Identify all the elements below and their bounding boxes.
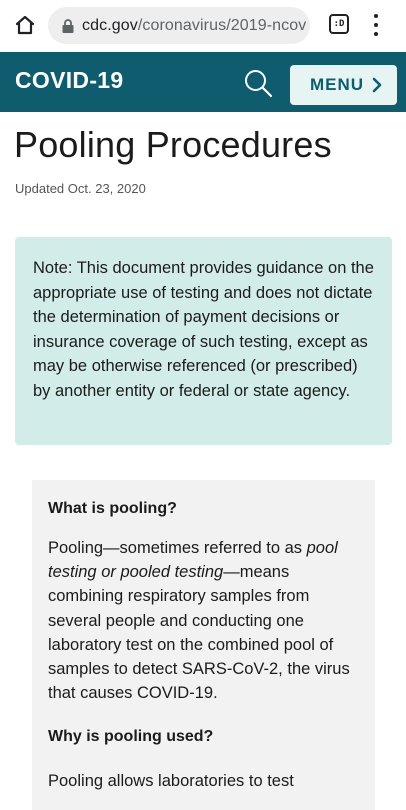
note-callout xyxy=(15,237,392,445)
faq-answer-1-part-2: —means combining respiratory samples from several people and conducting one laboratory test on the combined pool of samples to detect SARS-CoV-2, the virus that causes COVID-19. xyxy=(48,563,350,703)
faq-panel xyxy=(32,480,375,810)
note-text: Note: This document provides guidance on the appropriate use of testing and does not dictate the determination of payment decisions or insurance coverage of such testing, except as may be otherwise referenced (or prescribed) by another entity or federal or state agency. xyxy=(33,259,374,400)
faq-answer-1-part-1: Pooling—sometimes referred to as xyxy=(48,539,307,557)
browser-toolbar xyxy=(0,0,406,52)
home-button[interactable] xyxy=(12,12,38,38)
tabs-button[interactable] xyxy=(329,14,349,34)
menu-button[interactable] xyxy=(290,65,397,105)
faq-answer-1-italic: pool testing or pooled testing xyxy=(48,539,338,582)
url-text xyxy=(82,17,306,35)
menu-label: MENU xyxy=(310,75,365,94)
site-title[interactable]: COVID-19 xyxy=(15,67,124,93)
site-header xyxy=(0,52,406,112)
page-title: Pooling Procedures xyxy=(14,124,332,165)
faq-answer-2: Pooling allows laboratories to test xyxy=(48,772,294,791)
home-icon xyxy=(14,14,36,36)
search-icon[interactable] xyxy=(243,68,273,98)
lock-icon xyxy=(61,18,75,34)
faq-question-2: Why is pooling used? xyxy=(48,728,214,746)
updated-date: Updated Oct. 23, 2020 xyxy=(15,181,146,196)
address-bar[interactable] xyxy=(48,7,310,44)
url-host: cdc.gov xyxy=(82,16,138,34)
url-path: /coronavirus/2019-ncov xyxy=(137,16,307,34)
chevron-right-icon xyxy=(371,77,383,93)
tabs-icon: :D xyxy=(333,19,345,29)
faq-question-1: What is pooling? xyxy=(48,500,177,517)
more-vert-icon[interactable] xyxy=(369,14,383,36)
faq-answer-1 xyxy=(48,536,361,705)
